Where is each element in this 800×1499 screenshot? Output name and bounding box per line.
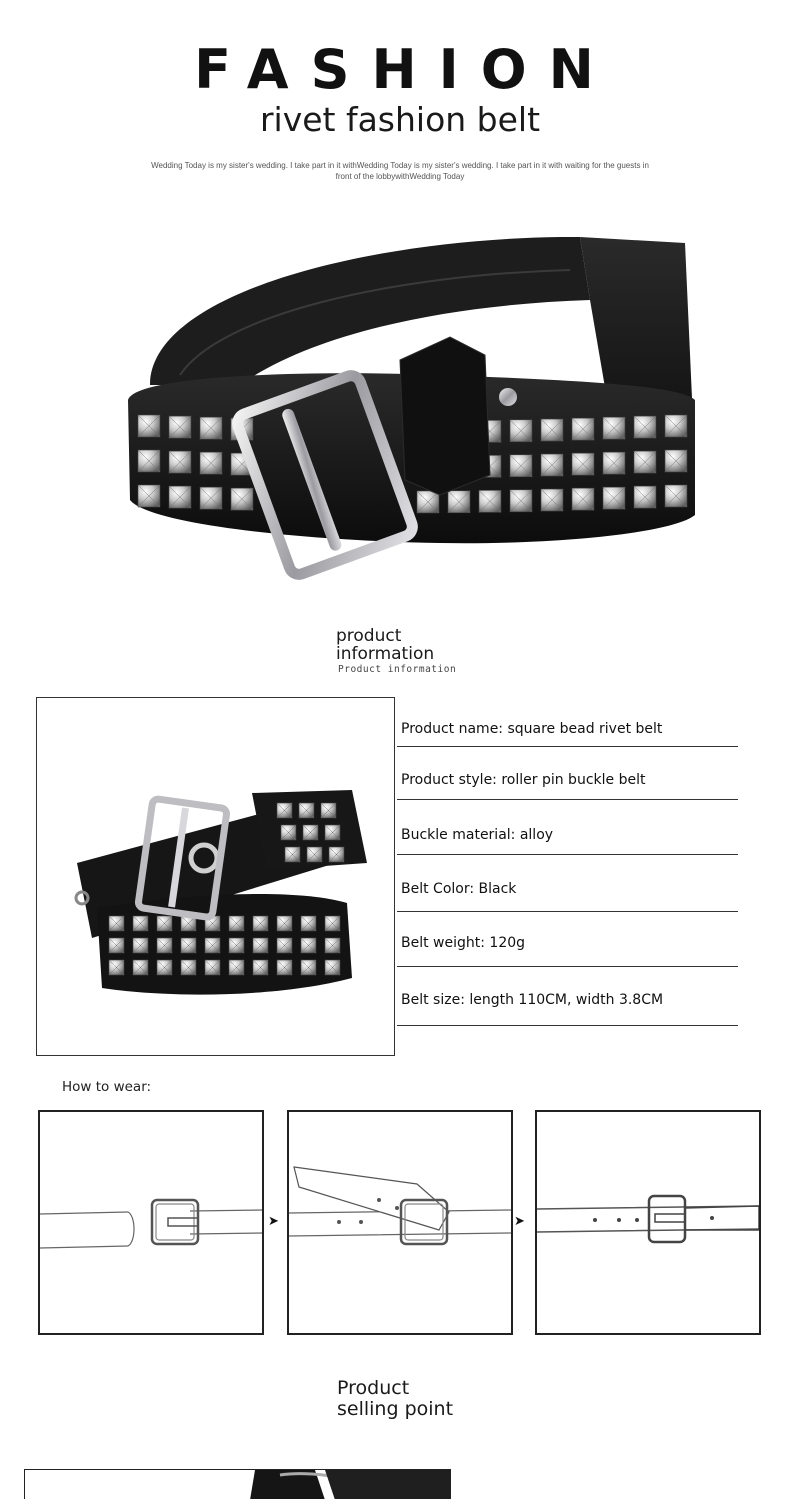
hero-title: FASHION [194, 38, 616, 101]
step-arrow-2: ➤ [514, 1213, 525, 1228]
spec-buckle-material: Buckle material: alloy [397, 815, 738, 855]
spec-belt-size: Belt size: length 110CM, width 3.8CM [397, 975, 738, 1026]
wear-step-2-illustration [289, 1112, 511, 1333]
spec-product-name: Product name: square bead rivet belt [397, 712, 738, 747]
wear-step-3-illustration [537, 1112, 759, 1333]
wear-step-3 [535, 1110, 761, 1335]
selling-point-heading [337, 1378, 453, 1420]
selling-point-image-frame [24, 1469, 451, 1499]
step-arrow-1: ➤ [268, 1213, 279, 1228]
product-info-subheading: Product information [338, 664, 457, 675]
selling-point-heading-line1: Product [337, 1377, 410, 1399]
hero-blurb: Wedding Today is my sister's wedding. I take part in it withWedding Today is my sister's wedding. I take part in it with waiting for the guests in front of the lobbywithWedding Today [151, 161, 649, 181]
wear-step-1 [38, 1110, 264, 1335]
product-info-heading [336, 627, 434, 663]
selling-point-belt-image [25, 1470, 451, 1499]
spec-belt-weight: Belt weight: 120g [397, 920, 738, 967]
how-to-wear-label: How to wear: [62, 1079, 152, 1095]
spec-product-style: Product style: roller pin buckle belt [397, 760, 738, 800]
product-info-heading-line1: product [336, 626, 402, 646]
wear-step-1-illustration [40, 1112, 262, 1333]
product-image-frame [36, 697, 395, 1056]
product-info-heading-line2: information [336, 644, 435, 664]
hero-belt-image [110, 225, 710, 595]
selling-point-heading-line2: selling point [337, 1398, 454, 1420]
spec-belt-color: Belt Color: Black [397, 866, 738, 912]
wear-step-2 [287, 1110, 513, 1335]
hero-subtitle: rivet fashion belt [259, 100, 541, 139]
product-belt-image [37, 698, 394, 1055]
